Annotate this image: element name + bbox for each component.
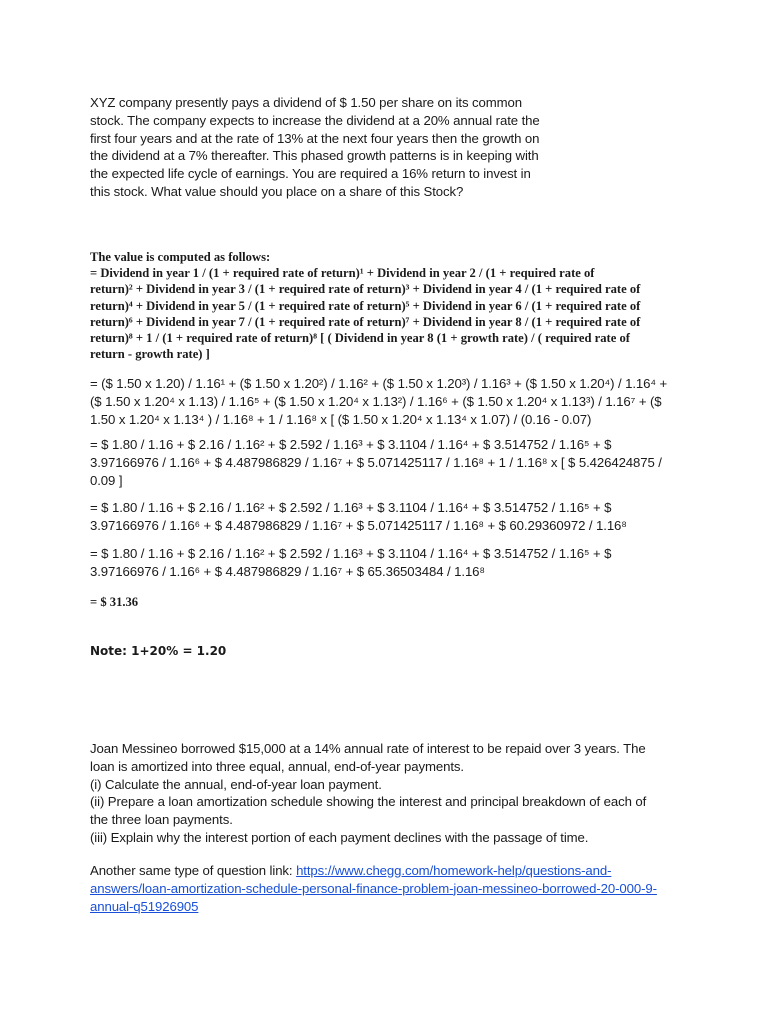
chegg-link-continued[interactable]: answers/loan-amortization-schedule-personal-finance-problem-joan-messineo-borrowed-20-000-9- <box>90 880 657 896</box>
result-value: = $ 31.36 <box>90 595 139 609</box>
equation-line: = ($ 1.50 x 1.20) / 1.16¹ + ($ 1.50 x 1.20²) / 1.16² + ($ 1.50 x 1.20³) / 1.16³ + ($ 1.50 x 1.20⁴) / 1.16⁴ + <box>90 376 668 391</box>
formula-line: = Dividend in year 1 / (1 + required rate of return)¹ + Dividend in year 2 / (1 + required rate of <box>90 266 595 281</box>
question-2-text <box>90 740 670 847</box>
method-heading: The value is computed as follows: <box>90 250 271 264</box>
equation-line: = $ 1.80 / 1.16 + $ 2.16 / 1.16² + $ 2.592 / 1.16³ + $ 3.1104 / 1.16⁴ + $ 3.514752 / 1.16⁵ + $ <box>90 546 612 561</box>
text-line: (i) Calculate the annual, end-of-year loan payment. <box>90 776 382 792</box>
text-line: (ii) Prepare a loan amortization schedule showing the interest and principal breakdown of each of <box>90 794 647 810</box>
question-1-text <box>90 94 560 201</box>
formula-line: return - growth rate) ] <box>90 347 210 362</box>
formula-line: return)⁸ + 1 / (1 + required rate of return)⁸ [ ( Dividend in year 8 (1 + growth rate) / ( required rate of <box>90 331 630 346</box>
equation-step-1 <box>90 375 672 428</box>
formula-line: return)⁶ + Dividend in year 7 / (1 + required rate of return)⁷ + Dividend in year 8 / (1 + required rate of <box>90 314 641 329</box>
equation-step-4 <box>90 545 672 581</box>
text-line: the dividend at a 7% thereafter. This phased growth patterns is in keeping with <box>90 148 539 164</box>
text-line: loan is amortized into three equal, annual, end-of-year payments. <box>90 758 464 774</box>
link-line <box>90 862 690 880</box>
equation-line: 3.97166976 / 1.16⁶ + $ 4.487986829 / 1.16⁷ + $ 5.071425117 / 1.16⁸ + 1 / 1.16⁸ x [ $ 5.426424875 / <box>90 454 662 470</box>
equation-line: ($ 1.50 x 1.20⁴ x 1.13) / 1.16⁵ + ($ 1.50 x 1.20⁴ x 1.13²) / 1.16⁶ + ($ 1.50 x 1.20⁴ x 1.13³) / 1.16⁷ + ($ <box>90 393 662 409</box>
text-line: the expected life cycle of earnings. You are required a 16% return to invest in <box>90 166 531 182</box>
equation-line: = $ 1.80 / 1.16 + $ 2.16 / 1.16² + $ 2.592 / 1.16³ + $ 3.1104 / 1.16⁴ + $ 3.514752 / 1.16⁵ + $ <box>90 437 612 452</box>
equation-line: 0.09 ] <box>90 472 123 488</box>
text-line: the three loan payments. <box>90 812 233 828</box>
link-line <box>90 880 690 898</box>
equation-step-3 <box>90 499 672 535</box>
chegg-link-end[interactable]: annual-q51926905 <box>90 898 199 914</box>
equation-line: 3.97166976 / 1.16⁶ + $ 4.487986829 / 1.16⁷ + $ 65.36503484 / 1.16⁸ <box>90 563 485 579</box>
note-text: Note: 1+20% = 1.20 <box>90 644 227 658</box>
formula-line: return)⁴ + Dividend in year 5 / (1 + required rate of return)⁵ + Dividend in year 6 / (1 + required rate of <box>90 298 641 313</box>
text-line: XYZ company presently pays a dividend of $ 1.50 per share on its common <box>90 95 522 110</box>
link-line <box>90 898 690 916</box>
related-question-link-block <box>90 862 690 915</box>
formula-line: return)² + Dividend in year 3 / (1 + required rate of return)³ + Dividend in year 4 / (1 + required rate of <box>90 282 641 297</box>
equation-step-2 <box>90 436 672 489</box>
text-line: Joan Messineo borrowed $15,000 at a 14% annual rate of interest to be repaid over 3 years. The <box>90 741 646 756</box>
text-line: first four years and at the rate of 13% at the next four years then the growth on <box>90 130 540 146</box>
valuation-method <box>90 249 670 362</box>
chegg-link[interactable]: https://www.chegg.com/homework-help/questions-and- <box>296 863 612 878</box>
text-line: this stock. What value should you place on a share of this Stock? <box>90 183 464 199</box>
link-prefix: Another same type of question link: <box>90 863 297 878</box>
text-line: (iii) Explain why the interest portion of each payment declines with the passage of time. <box>90 829 589 845</box>
text-line: stock. The company expects to increase the dividend at a 20% annual rate the <box>90 112 540 128</box>
equation-line: = $ 1.80 / 1.16 + $ 2.16 / 1.16² + $ 2.592 / 1.16³ + $ 3.1104 / 1.16⁴ + $ 3.514752 / 1.16⁵ + $ <box>90 500 612 515</box>
equation-line: 3.97166976 / 1.16⁶ + $ 4.487986829 / 1.16⁷ + $ 5.071425117 / 1.16⁸ + $ 60.29360972 / 1.16⁸ <box>90 517 627 533</box>
equation-line: 1.50 x 1.20⁴ x 1.13⁴ ) / 1.16⁸ + 1 / 1.16⁸ x [ ($ 1.50 x 1.20⁴ x 1.13⁴ x 1.07) / (0.16 - 0.07) <box>90 411 592 427</box>
